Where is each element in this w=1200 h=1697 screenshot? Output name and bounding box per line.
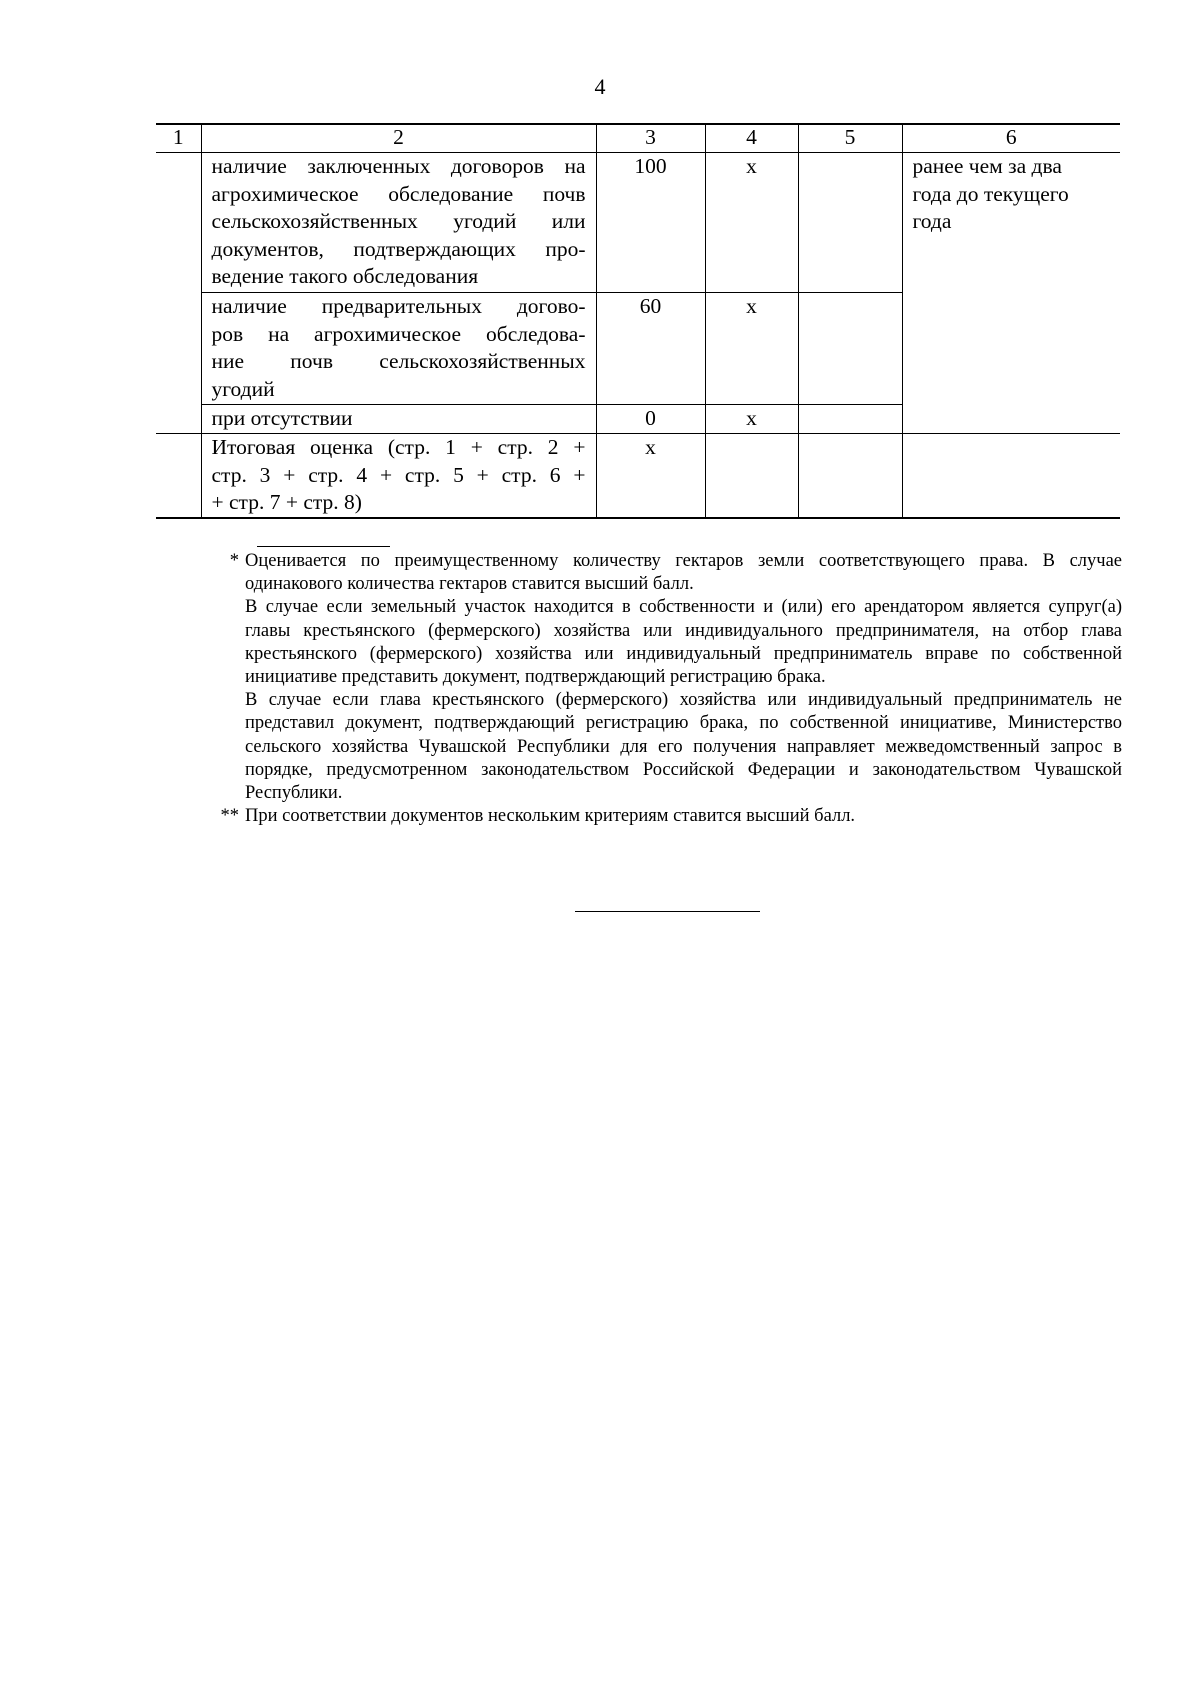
score-cell: 60 (596, 293, 705, 405)
result-cell (798, 434, 902, 518)
result-cell (798, 153, 902, 293)
criterion-cell (201, 405, 596, 434)
criterion-line: Итоговая оценка (стр. 1 + стр. 2 + (211, 435, 586, 459)
score-cell: 0 (596, 405, 705, 434)
footnote-paragraph: В случае если земельный участок находится в собственности и (или) его арендатором является супруг(а) главы крестьянского (фермерского) хозяйства или индивидуального предпринимателя, на отбор глава крестьянского (фермерского) хозяйства или индивидуальный предприниматель вправе по собственной инициативе представить документ, подтверждающий регистрацию брака. (245, 597, 1122, 688)
result-cell (798, 293, 902, 405)
note-cell (902, 153, 1120, 434)
criterion-line: наличие предварительных догово- (211, 294, 586, 318)
footnote (205, 805, 1122, 828)
table-row (156, 434, 1120, 518)
column-header: 3 (596, 124, 705, 153)
criterion-line: документов, подтверждающих про- (211, 236, 586, 261)
criterion-line: ние почв сельскохозяйственных (211, 349, 586, 373)
table-header-row (156, 124, 1120, 153)
row-number-cell (156, 153, 201, 434)
weight-cell: х (705, 153, 798, 293)
note-line: ранее чем за два (912, 154, 1062, 178)
criterion-line: агрохимическое обследование почв (211, 181, 586, 206)
footnote-mark: ** (220, 806, 239, 827)
note-line: года до текущего (912, 181, 1069, 206)
footnotes (205, 550, 1122, 828)
footnote-mark: * (229, 551, 239, 571)
column-header: 5 (798, 124, 902, 153)
column-header: 4 (705, 124, 798, 153)
weight-cell (705, 434, 798, 518)
column-header: 1 (156, 124, 201, 153)
score-cell: х (596, 434, 705, 518)
footnote (205, 550, 1122, 805)
criterion-line: ров на агрохимическое обследова- (211, 321, 586, 346)
criterion-line: угодий (211, 376, 275, 401)
criterion-line: наличие заключенных договоров на (211, 154, 586, 178)
note-cell (902, 434, 1120, 518)
end-of-document-rule (575, 911, 760, 912)
note-line: года (912, 209, 952, 233)
weight-cell: х (705, 405, 798, 434)
footnote-paragraph: Оценивается по преимущественному количеству гектаров земли соответствующего права. В случае одинакового количества гектаров ставится высший балл. (245, 551, 1122, 595)
criterion-line: при отсутствии (211, 406, 353, 430)
row-number-cell (156, 434, 201, 518)
criterion-line: стр. 3 + стр. 4 + стр. 5 + стр. 6 + (211, 462, 586, 487)
result-cell (798, 405, 902, 434)
column-header: 2 (201, 124, 596, 153)
criterion-cell (201, 153, 596, 293)
score-cell: 100 (596, 153, 705, 293)
column-header: 6 (902, 124, 1120, 153)
table-row (156, 153, 1120, 293)
criterion-line: ведение такого обследования (211, 264, 479, 288)
criterion-line: сельскохозяйственных угодий или (211, 209, 586, 233)
criterion-line: + стр. 7 + стр. 8) (211, 490, 362, 514)
footnote-paragraph: В случае если глава крестьянского (фермерского) хозяйства или индивидуальный предприниматель не представил документ, подтверждающий регистрацию брака, по собственной инициативе, Министерство сельского хозяйства Чувашской Республики для его получения направляет межведомственный запрос в порядке, предусмотренном законодательством Российской Федерации и законодательством Чувашской Республики. (245, 690, 1122, 804)
score-table (156, 123, 1120, 519)
footnote-paragraph: При соответствии документов нескольким критериям ставится высший балл. (245, 806, 856, 827)
criterion-cell (201, 293, 596, 405)
criterion-cell (201, 434, 596, 518)
footnote-separator (257, 546, 390, 547)
page-number: 4 (594, 74, 606, 99)
weight-cell: х (705, 293, 798, 405)
